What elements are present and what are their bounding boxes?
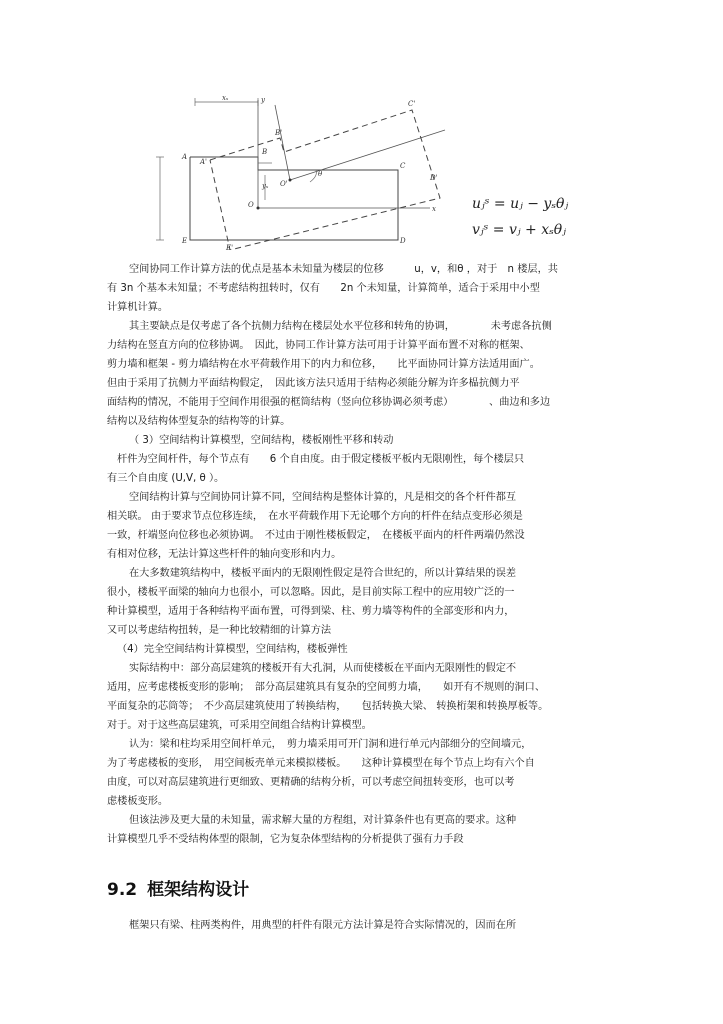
label-C: C [400,162,406,170]
text-line: 虑楼板变形。 [107,796,169,807]
text-line: 剪力墙和框架 - 剪力墙结构在水平荷载作用下的内力和位移， 比平面协同计算方法适用面广。 [107,359,540,370]
label-B-prime: B' [275,129,283,137]
displacement-formulas [472,196,592,248]
label-y-axis: y [261,96,265,104]
text-line: 实际结构中：部分高层建筑的楼板开有大孔洞，从而使楼板在平面内无限刚性的假定不 [129,663,517,674]
text-line: 对于。对于这些高层建筑，可采用空间组合结构计算模型。 [107,720,372,731]
subheading-4: （4）完全空间结构计算模型，空间结构，楼板弹性 [117,644,348,655]
text-line: 其主要缺点是仅考虑了各个抗侧力结构在楼层处水平位移和转角的协调， 未考虑各抗侧 [129,321,552,332]
label-x-axis: x [432,205,436,213]
section-number: 9.2 [107,880,138,900]
label-D: D [400,237,406,245]
text-line: 平面复杂的芯筒等； 不少高层建筑使用了转换结构， 包括转换大梁、 转换桁架和转换厚板等。 [107,701,549,712]
label-E-prime: E' [226,244,234,250]
text-line: 空间结构计算与空间协同计算不同，空间结构是整体计算的，凡是相交的各个杆件都互 [129,492,517,503]
label-O-prime: O' [280,180,288,188]
subheading-3: （ 3）空间结构计算模型，空间结构，楼板刚性平移和转动 [129,435,394,446]
text-line: 力结构在竖直方向的位移协调。 因此，协同工作计算方法可用于计算平面布置不对称的框架、 [107,340,530,351]
formula-u: uⱼˢ = uⱼ − yₛθⱼ [472,196,569,212]
label-B: B [262,148,268,156]
text-line: 但该法涉及更大量的未知量，需求解大量的方程组，对计算条件也有更高的要求。这种 [129,815,517,826]
text-line: 由度，可以对高层建筑进行更细致、更精确的结构分析，可以考虑空间扭转变形，也可以考 [107,777,515,788]
text-line: 相关联。 由于要求节点位移连续， 在水平荷载作用下无论哪个方向的杆件在结点变形必须是 [107,511,523,522]
text-line: 面结构的情况，不能用于空间作用很强的框筒结构（竖向位移协调必须考虑） 、曲边和多边 [107,397,551,408]
section-title: 框架结构设计 [147,880,250,900]
label-O: O [248,201,254,209]
text-line: 为了考虑楼板的变形， 用空间板壳单元来模拟楼板。 这种计算模型在每个节点上均有六个自 [107,758,535,769]
text-line: 认为：梁和柱均采用空间杆单元， 剪力墙采用可开门洞和进行单元内部细分的空间墙元， [129,739,532,750]
label-A-prime: A' [200,158,207,166]
text-line: 计算模型几乎不受结构体型的限制，它为复杂体型结构的分析提供了强有力手段 [107,834,464,845]
diagram-svg [150,90,450,250]
label-D-prime: D' [430,174,438,182]
label-C-prime: C' [408,100,416,108]
text-line: 适用，应考虑楼板变形的影响； 部分高层建筑具有复杂的空间剪力墙， 如开有不规则的洞口、 [107,682,546,693]
text-line: 空间协同工作计算方法的优点是基本未知量为楼层的位移 u，v，和θ ，对于 n 楼层，共 [129,264,558,275]
text-line: 很小，楼板平面梁的轴向力也很小，可以忽略。因此，是目前实际工程中的应用较广泛的一 [107,587,515,598]
text-line: 一致，杆端竖向位移也必须协调。 不过由于刚性楼板假定， 在楼板平面内的杆件两端仍然没 [107,530,525,541]
text-line: 有相对位移，无法计算这些杆件的轴向变形和内力。 [107,549,342,560]
text-line: 有三个自由度 (U,V, θ ）。 [107,473,225,484]
section-heading [107,875,259,900]
label-theta: θ [318,170,323,178]
formula-v: vⱼˢ = vⱼ + xₛθⱼ [472,222,566,238]
text-line: 计算机计算。 [107,302,169,313]
label-xs: xₛ [222,94,229,102]
label-E: E [182,237,188,245]
text-line: 但由于采用了抗侧力平面结构假定， 因此该方法只适用于结构必须能分解为许多榀抗侧力平 [107,378,520,389]
text-line: 又可以考虑结构扭转，是一种比较精细的计算方法 [107,625,332,636]
text-line: 杆件为空间杆件，每个节点有 6 个自由度。由于假定楼板平板内无限刚性，每个楼层只 [117,454,525,465]
text-line: 种计算模型，适用于各种结构平面布置，可得到梁、柱、剪力墙等构件的全部变形和内力， [107,606,515,617]
text-line: 有 3n 个基本未知量；不考虑结构扭转时，仅有 2n 个未知量，计算简单，适合于采用中小型 [107,283,540,294]
displacement-diagram [150,90,450,250]
text-line: 结构以及结构体型复杂的结构等的计算。 [107,416,291,427]
text-line: 在大多数建筑结构中，楼板平面内的无限刚性假定是符合世纪的，所以计算结果的误差 [129,568,517,579]
text-line: 框架只有梁、柱两类构件，用典型的杆件有限元方法计算是符合实际情况的，因而在所 [129,920,517,931]
label-A: A [182,153,188,161]
label-ys: yₛ [262,182,269,190]
